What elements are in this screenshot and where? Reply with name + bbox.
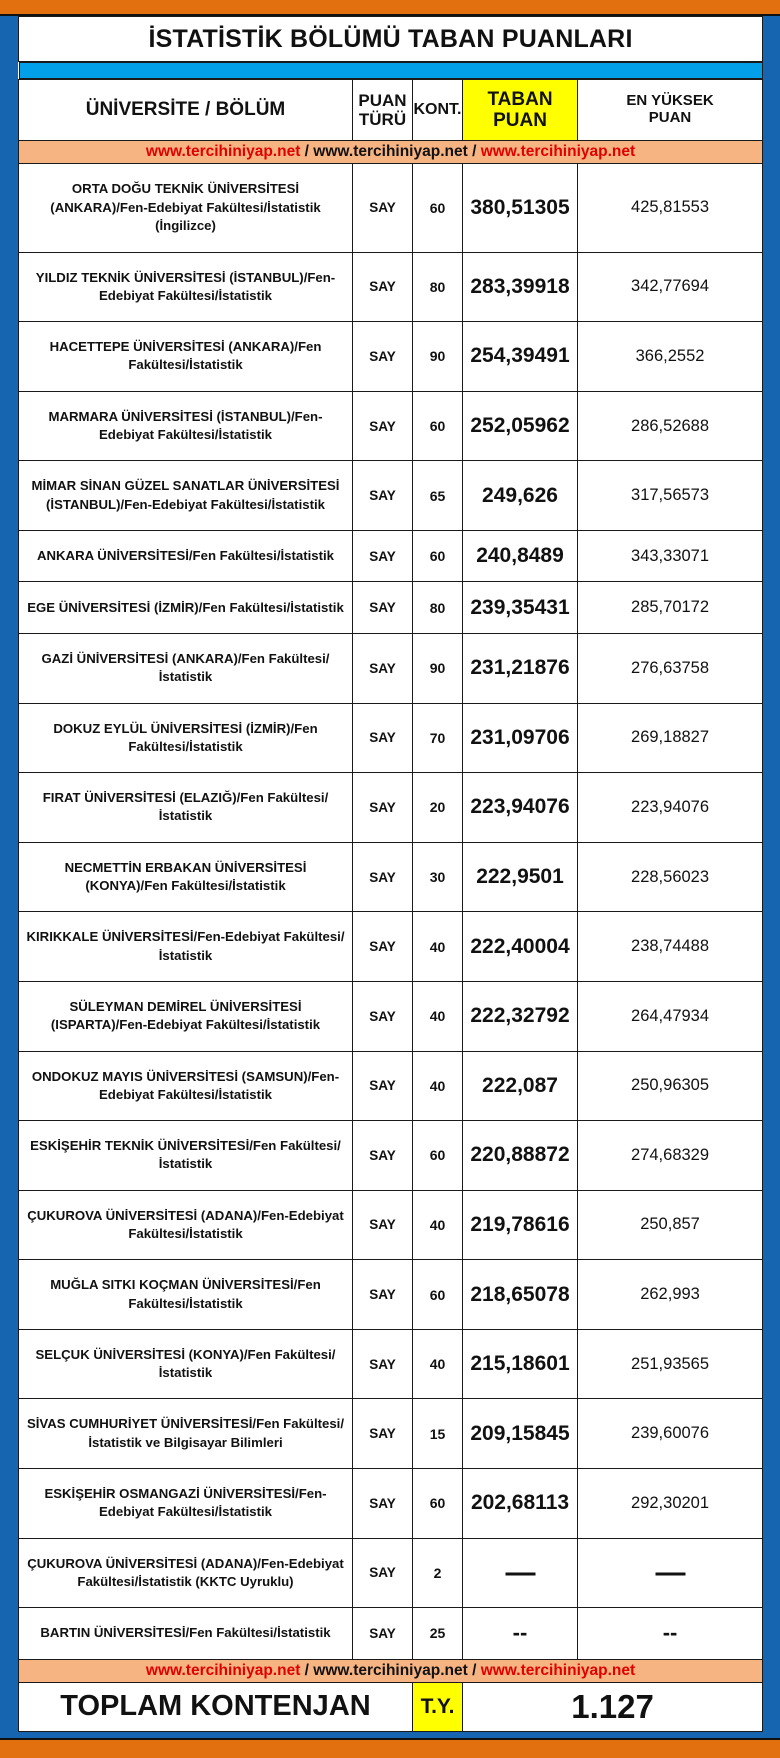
header-enyuksek-line2: PUAN [648,109,692,126]
cell-taban-puan: 283,39918 [463,252,578,322]
watermark-banner-bottom [19,1659,763,1682]
cell-puan-turu: SAY [353,703,413,773]
cell-university: MİMAR SİNAN GÜZEL SANATLAR ÜNİVERSİTESİ (İSTANBUL)/Fen-Edebiyat Fakültesi/İstatistik [19,461,353,531]
cell-university: SİVAS CUMHURİYET ÜNİVERSİTESİ/Fen Fakültesi/İstatistik ve Bilgisayar Bilimleri [19,1399,353,1469]
footer-ty-badge: T.Y. [413,1682,463,1731]
header-puan-turu [353,80,413,141]
cell-taban-puan: 222,9501 [463,842,578,912]
cell-puan-turu: SAY [353,252,413,322]
watermark-banner-top [19,141,763,164]
cell-en-yuksek-puan: 251,93565 [578,1329,763,1399]
header-enyuksek-line1: EN YÜKSEK [626,92,714,110]
cell-kontenjan: 15 [413,1399,463,1469]
cell-puan-turu: SAY [353,391,413,461]
table-row [19,703,763,773]
cell-university: ORTA DOĞU TEKNİK ÜNİVERSİTESİ (ANKARA)/Fen-Edebiyat Fakültesi/İstatistik (İngilizce) [19,164,353,253]
footer-label: TOPLAM KONTENJAN [19,1682,413,1731]
cell-puan-turu: SAY [353,582,413,634]
cell-university: SÜLEYMAN DEMİREL ÜNİVERSİTESİ (ISPARTA)/Fen-Edebiyat Fakültesi/İstatistik [19,981,353,1051]
table-row [19,842,763,912]
watermark-link-4: www.tercihiniyap.net [145,1661,301,1679]
cell-en-yuksek-puan: 285,70172 [578,582,763,634]
cell-puan-turu: SAY [353,322,413,392]
cell-puan-turu: SAY [353,1538,413,1608]
cell-en-yuksek-puan: 269,18827 [578,703,763,773]
cell-en-yuksek-puan: 343,33071 [578,530,763,582]
table-row [19,164,763,253]
header-taban-line2: PUAN [493,110,547,131]
cell-kontenjan: 40 [413,981,463,1051]
cell-university: ESKİŞEHİR TEKNİK ÜNİVERSİTESİ/Fen Fakültesi/İstatistik [19,1121,353,1191]
cell-en-yuksek-puan: 264,47934 [578,981,763,1051]
cell-taban-puan: 231,09706 [463,703,578,773]
bottom-accent-bar [0,1738,780,1758]
cell-taban-puan: 215,18601 [463,1329,578,1399]
separator-cell [19,62,763,80]
cell-kontenjan: 25 [413,1608,463,1660]
cell-university: ESKİŞEHİR OSMANGAZİ ÜNİVERSİTESİ/Fen-Edebiyat Fakültesi/İstatistik [19,1468,353,1538]
header-row [19,80,763,141]
cell-kontenjan: 2 [413,1538,463,1608]
watermark-row-top [19,141,763,164]
table-row [19,1608,763,1660]
watermark-sep-4: / [467,1661,481,1679]
table-row [19,582,763,634]
cell-puan-turu: SAY [353,461,413,531]
header-puan-turu-line1: PUAN [358,90,407,110]
table-row [19,1260,763,1330]
cell-university: FIRAT ÜNİVERSİTESİ (ELAZIĞ)/Fen Fakültesi/İstatistik [19,773,353,843]
cell-puan-turu: SAY [353,1329,413,1399]
table-row [19,391,763,461]
cell-kontenjan: 60 [413,391,463,461]
table-row [19,912,763,982]
cell-kontenjan: 20 [413,773,463,843]
cell-en-yuksek-puan: 239,60076 [578,1399,763,1469]
cell-kontenjan: 60 [413,1468,463,1538]
cell-university: BARTIN ÜNİVERSİTESİ/Fen Fakültesi/İstatistik [19,1608,353,1660]
cell-university: NECMETTİN ERBAKAN ÜNİVERSİTESİ (KONYA)/Fen Fakültesi/İstatistik [19,842,353,912]
top-accent-bar [0,0,780,16]
cell-university: SELÇUK ÜNİVERSİTESİ (KONYA)/Fen Fakültesi/İstatistik [19,1329,353,1399]
blue-separator-bar [19,62,763,79]
cell-en-yuksek-puan: 425,81553 [578,164,763,253]
cell-puan-turu: SAY [353,1051,413,1121]
watermark-sep-1: / [300,143,314,160]
table-row [19,1538,763,1608]
cell-puan-turu: SAY [353,1190,413,1260]
cell-kontenjan: 40 [413,912,463,982]
cell-taban-puan: 252,05962 [463,391,578,461]
cell-taban-puan: 209,15845 [463,1399,578,1469]
cell-en-yuksek-puan: 238,74488 [578,912,763,982]
table-row [19,530,763,582]
cell-puan-turu: SAY [353,981,413,1051]
table-row [19,322,763,392]
cell-kontenjan: 65 [413,461,463,531]
watermark-link-1: www.tercihiniyap.net [145,143,301,160]
cell-taban-puan: 202,68113 [463,1468,578,1538]
watermark-link-6: www.tercihiniyap.net [480,1661,636,1679]
cell-kontenjan: 40 [413,1051,463,1121]
table-row [19,634,763,704]
cell-university: ÇUKUROVA ÜNİVERSİTESİ (ADANA)/Fen-Edebiyat Fakültesi/İstatistik [19,1190,353,1260]
cell-university: YILDIZ TEKNİK ÜNİVERSİTESİ (İSTANBUL)/Fen-Edebiyat Fakültesi/İstatistik [19,252,353,322]
cell-kontenjan: 60 [413,164,463,253]
cell-university: EGE ÜNİVERSİTESİ (İZMİR)/Fen Fakültesi/İstatistik [19,582,353,634]
watermark-sep-2: / [467,143,481,160]
header-taban-line1: TABAN [487,88,553,110]
cell-university: DOKUZ EYLÜL ÜNİVERSİTESİ (İZMİR)/Fen Fakültesi/İstatistik [19,703,353,773]
cell-taban-puan: 218,65078 [463,1260,578,1330]
cell-university: HACETTEPE ÜNİVERSİTESİ (ANKARA)/Fen Fakültesi/İstatistik [19,322,353,392]
cell-puan-turu: SAY [353,773,413,843]
cell-en-yuksek-puan: 276,63758 [578,634,763,704]
cell-puan-turu: SAY [353,164,413,253]
cell-kontenjan: 30 [413,842,463,912]
cell-taban-puan: 380,51305 [463,164,578,253]
cell-kontenjan: 70 [413,703,463,773]
cell-puan-turu: SAY [353,912,413,982]
cell-taban-puan: 222,087 [463,1051,578,1121]
header-taban-puan [463,80,578,141]
cell-en-yuksek-puan: 342,77694 [578,252,763,322]
page-title: İSTATİSTİK BÖLÜMÜ TABAN PUANLARI [19,17,763,62]
cell-taban-puan: -- [463,1608,578,1660]
table-row [19,1468,763,1538]
cell-kontenjan: 90 [413,634,463,704]
cell-taban-puan: 222,32792 [463,981,578,1051]
cell-kontenjan: 60 [413,1260,463,1330]
cell-taban-puan: 240,8489 [463,530,578,582]
cell-puan-turu: SAY [353,842,413,912]
cell-en-yuksek-puan: 274,68329 [578,1121,763,1191]
cell-kontenjan: 60 [413,530,463,582]
cell-puan-turu: SAY [353,1468,413,1538]
watermark-sep-3: / [300,1661,314,1679]
cell-puan-turu: SAY [353,1399,413,1469]
header-university: ÜNİVERSİTE / BÖLÜM [19,80,353,141]
cell-puan-turu: SAY [353,1121,413,1191]
cell-university: KIRIKKALE ÜNİVERSİTESİ/Fen-Edebiyat Fakültesi/İstatistik [19,912,353,982]
table-row [19,252,763,322]
cell-en-yuksek-puan: 223,94076 [578,773,763,843]
watermark-row-bottom [19,1659,763,1682]
cell-taban-puan: 254,39491 [463,322,578,392]
table-container [18,16,762,1740]
table-row [19,981,763,1051]
scores-table [18,16,763,1732]
cell-kontenjan: 80 [413,582,463,634]
cell-taban-puan: 220,88872 [463,1121,578,1191]
cell-university: MUĞLA SITKI KOÇMAN ÜNİVERSİTESİ/Fen Fakültesi/İstatistik [19,1260,353,1330]
footer-total-row [19,1682,763,1731]
cell-kontenjan: 40 [413,1190,463,1260]
watermark-link-5: www.tercihiniyap.net [313,1661,468,1679]
table-row [19,461,763,531]
cell-university: ÇUKUROVA ÜNİVERSİTESİ (ADANA)/Fen-Edebiyat Fakültesi/İstatistik (KKTC Uyruklu) [19,1538,353,1608]
cell-taban-puan: 239,35431 [463,582,578,634]
cell-puan-turu: SAY [353,530,413,582]
cell-en-yuksek-puan: 286,52688 [578,391,763,461]
cell-taban-puan: 222,40004 [463,912,578,982]
table-row [19,1121,763,1191]
cell-en-yuksek-puan: 366,2552 [578,322,763,392]
table-body [19,17,763,1732]
cell-kontenjan: 90 [413,322,463,392]
cell-taban-puan: — [463,1538,578,1608]
cell-en-yuksek-puan: 292,30201 [578,1468,763,1538]
cell-en-yuksek-puan: 228,56023 [578,842,763,912]
cell-university: ANKARA ÜNİVERSİTESİ/Fen Fakültesi/İstatistik [19,530,353,582]
cell-en-yuksek-puan: — [578,1538,763,1608]
cell-kontenjan: 40 [413,1329,463,1399]
separator-row [19,62,763,80]
table-row [19,1329,763,1399]
title-row [19,17,763,62]
cell-university: ONDOKUZ MAYIS ÜNİVERSİTESİ (SAMSUN)/Fen-Edebiyat Fakültesi/İstatistik [19,1051,353,1121]
cell-university: GAZİ ÜNİVERSİTESİ (ANKARA)/Fen Fakültesi/İstatistik [19,634,353,704]
cell-puan-turu: SAY [353,634,413,704]
cell-en-yuksek-puan: 262,993 [578,1260,763,1330]
cell-taban-puan: 223,94076 [463,773,578,843]
table-row [19,1051,763,1121]
cell-en-yuksek-puan: 250,857 [578,1190,763,1260]
table-row [19,1190,763,1260]
cell-kontenjan: 80 [413,252,463,322]
header-puan-turu-line2: TÜRÜ [358,110,407,129]
cell-university: MARMARA ÜNİVERSİTESİ (İSTANBUL)/Fen-Edebiyat Fakültesi/İstatistik [19,391,353,461]
header-en-yuksek-puan [578,80,763,141]
table-row [19,1399,763,1469]
cell-taban-puan: 249,626 [463,461,578,531]
cell-kontenjan: 60 [413,1121,463,1191]
cell-en-yuksek-puan: -- [578,1608,763,1660]
cell-taban-puan: 231,21876 [463,634,578,704]
watermark-link-3: www.tercihiniyap.net [480,143,636,160]
cell-taban-puan: 219,78616 [463,1190,578,1260]
cell-puan-turu: SAY [353,1260,413,1330]
header-kontenjan: KONT. [413,80,463,141]
watermark-link-2: www.tercihiniyap.net [313,143,468,160]
table-row [19,773,763,843]
cell-en-yuksek-puan: 317,56573 [578,461,763,531]
cell-puan-turu: SAY [353,1608,413,1660]
cell-en-yuksek-puan: 250,96305 [578,1051,763,1121]
footer-total-value: 1.127 [463,1682,763,1731]
